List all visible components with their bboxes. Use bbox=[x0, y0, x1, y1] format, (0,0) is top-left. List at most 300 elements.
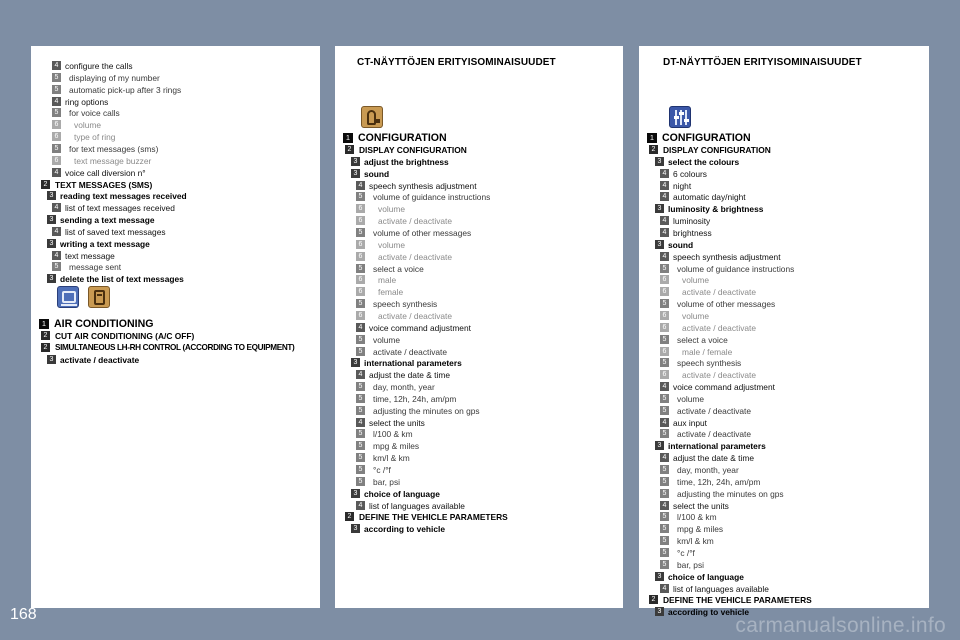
menu-item-label: night bbox=[673, 180, 692, 191]
menu-item-label: adjust the date & time bbox=[369, 370, 451, 381]
menu-item-label: CUT AIR CONDITIONING (A/C OFF) bbox=[55, 331, 195, 342]
menu-item-level-5 bbox=[639, 523, 929, 535]
level-6-badge: 6 bbox=[356, 216, 365, 225]
menu-item-label: TEXT MESSAGES (SMS) bbox=[55, 179, 153, 190]
level-6-badge: 6 bbox=[660, 275, 669, 284]
menu-item-level-3 bbox=[31, 190, 320, 202]
level-2-badge: 2 bbox=[41, 343, 50, 352]
panel-dt-display bbox=[639, 46, 929, 618]
level-5-badge: 5 bbox=[356, 192, 365, 201]
level-5-badge: 5 bbox=[52, 144, 61, 153]
menu-item-level-5 bbox=[335, 381, 623, 393]
level-5-badge: 5 bbox=[660, 548, 669, 557]
panel-title: DT-NÄYTTÖJEN ERITYISOMINAISUUDET bbox=[663, 57, 862, 68]
menu-item-label: volume bbox=[682, 275, 709, 286]
level-2-badge: 2 bbox=[41, 180, 50, 189]
menu-item-level-3 bbox=[31, 354, 320, 366]
menu-item-label: volume bbox=[373, 334, 400, 345]
menu-item-level-3 bbox=[335, 488, 623, 500]
menu-item-label: day, month, year bbox=[677, 465, 739, 475]
menu-item-level-5 bbox=[639, 535, 929, 547]
menu-item-level-5 bbox=[639, 559, 929, 571]
menu-item-label: choice of language bbox=[668, 571, 744, 582]
menu-item-label: female bbox=[378, 287, 404, 298]
menu-item-level-4 bbox=[31, 250, 320, 262]
level-5-badge: 5 bbox=[356, 394, 365, 403]
menu-item-level-2 bbox=[31, 330, 320, 342]
level-4-badge: 4 bbox=[660, 382, 669, 391]
menu-item-label: speech synthesis bbox=[677, 358, 742, 369]
menu-item-level-2 bbox=[335, 144, 623, 156]
level-4-badge: 4 bbox=[660, 453, 669, 462]
level-4-badge: 4 bbox=[52, 251, 61, 260]
level-2-badge: 2 bbox=[345, 145, 354, 154]
menu-item-level-2 bbox=[639, 594, 929, 606]
menu-item-label: type of ring bbox=[74, 132, 116, 143]
menu-item-label: activate / deactivate bbox=[378, 251, 453, 262]
menu-item-label: adjusting the minutes on gps bbox=[373, 405, 480, 416]
level-4-badge: 4 bbox=[660, 216, 669, 225]
watermark: carmanualsonline.info bbox=[735, 614, 946, 637]
level-5-badge: 5 bbox=[356, 406, 365, 415]
menu-item-label: activate / deactivate bbox=[677, 429, 752, 440]
level-6-badge: 6 bbox=[52, 132, 61, 141]
menu-item-label: volume of other messages bbox=[373, 228, 472, 238]
menu-item-level-5 bbox=[335, 405, 623, 417]
level-3-badge: 3 bbox=[351, 489, 360, 498]
menu-item-level-4 bbox=[639, 168, 929, 180]
level-3-badge: 3 bbox=[351, 157, 360, 166]
level-4-badge: 4 bbox=[356, 181, 365, 190]
menu-item-level-6 bbox=[31, 155, 320, 167]
level-4-badge: 4 bbox=[660, 252, 669, 261]
menu-item-label: select a voice bbox=[677, 334, 728, 345]
menu-item-level-4 bbox=[31, 167, 320, 179]
level-6-badge: 6 bbox=[660, 323, 669, 332]
menu-item-label: voice command adjustment bbox=[673, 382, 775, 393]
level-6-badge: 6 bbox=[356, 240, 365, 249]
menu-item-label: automatic day/night bbox=[673, 192, 746, 203]
level-4-badge: 4 bbox=[52, 203, 61, 212]
menu-item-label: CONFIGURATION bbox=[662, 132, 751, 144]
level-5-badge: 5 bbox=[660, 465, 669, 474]
menu-item-label: °c /°f bbox=[677, 547, 695, 558]
menu-item-label: time, 12h, 24h, am/pm bbox=[373, 393, 457, 404]
menu-item-level-4 bbox=[639, 452, 929, 464]
menu-item-level-4 bbox=[335, 322, 623, 334]
menu-item-level-5 bbox=[335, 298, 623, 310]
menu-item-label: male / female bbox=[682, 346, 733, 357]
menu-item-label: activate / deactivate bbox=[682, 322, 757, 333]
level-3-badge: 3 bbox=[655, 240, 664, 249]
level-5-badge: 5 bbox=[52, 262, 61, 271]
menu-item-level-6 bbox=[639, 286, 929, 298]
air-conditioning-unit-icon bbox=[88, 286, 110, 308]
level-2-badge: 2 bbox=[649, 145, 658, 154]
level-5-badge: 5 bbox=[660, 489, 669, 498]
menu-item-label: list of text messages received bbox=[65, 203, 175, 214]
level-6-badge: 6 bbox=[660, 287, 669, 296]
menu-item-level-5 bbox=[639, 393, 929, 405]
menu-item-label: DISPLAY CONFIGURATION bbox=[359, 145, 467, 156]
menu-item-label: volume bbox=[677, 393, 704, 404]
level-5-badge: 5 bbox=[660, 299, 669, 308]
menu-item-level-3 bbox=[335, 168, 623, 180]
air-conditioning-screen-icon bbox=[57, 286, 79, 308]
menu-item-label: activate / deactivate bbox=[677, 405, 752, 416]
page-number: 168 bbox=[10, 606, 37, 623]
level-5-badge: 5 bbox=[660, 406, 669, 415]
menu-item-label: male bbox=[378, 275, 397, 286]
menu-item-level-5 bbox=[639, 476, 929, 488]
level-3-badge: 3 bbox=[351, 169, 360, 178]
menu-item-label: mpg & miles bbox=[373, 441, 420, 452]
panel-title: CT-NÄYTTÖJEN ERITYISOMINAISUUDET bbox=[357, 57, 556, 68]
menu-item-level-4 bbox=[31, 60, 320, 72]
level-4-badge: 4 bbox=[356, 501, 365, 510]
level-3-badge: 3 bbox=[47, 355, 56, 364]
menu-item-level-5 bbox=[639, 488, 929, 500]
menu-item-level-6 bbox=[639, 274, 929, 286]
level-3-badge: 3 bbox=[655, 157, 664, 166]
level-5-badge: 5 bbox=[356, 453, 365, 462]
menu-item-label: for voice calls bbox=[69, 108, 120, 119]
menu-item-level-5 bbox=[335, 428, 623, 440]
menu-item-label: volume bbox=[682, 310, 709, 321]
menu-item-label: °c /°f bbox=[373, 465, 391, 475]
level-4-badge: 4 bbox=[52, 97, 61, 106]
menu-item-level-5 bbox=[31, 261, 320, 273]
menu-item-level-5 bbox=[639, 547, 929, 559]
menu-item-level-5 bbox=[639, 405, 929, 417]
menu-item-label: bar, psi bbox=[373, 476, 401, 487]
menu-item-label: activate / deactivate bbox=[682, 287, 757, 298]
menu-item-label: activate / deactivate bbox=[373, 346, 448, 357]
menu-item-label: voice call diversion n° bbox=[65, 167, 146, 178]
menu-item-level-6 bbox=[639, 322, 929, 334]
seat-settings-icon bbox=[361, 106, 383, 128]
menu-item-label: speech synthesis bbox=[373, 299, 438, 310]
menu-item-level-5 bbox=[31, 72, 320, 84]
level-5-badge: 5 bbox=[660, 394, 669, 403]
menu-item-label: speech synthesis adjustment bbox=[673, 251, 781, 262]
menu-item-label: DEFINE THE VEHICLE PARAMETERS bbox=[359, 512, 508, 523]
level-4-badge: 4 bbox=[356, 418, 365, 427]
menu-item-level-4 bbox=[639, 381, 929, 393]
menu-item-label: ring options bbox=[65, 96, 109, 107]
menu-item-level-4 bbox=[639, 180, 929, 192]
level-4-badge: 4 bbox=[660, 181, 669, 190]
menu-item-level-6 bbox=[639, 369, 929, 381]
menu-item-level-1 bbox=[31, 318, 320, 330]
menu-item-label: activate / deactivate bbox=[60, 354, 140, 365]
menu-item-level-5 bbox=[639, 357, 929, 369]
menu-item-label: configure the calls bbox=[65, 61, 133, 71]
menu-item-level-3 bbox=[335, 156, 623, 168]
menu-item-level-6 bbox=[335, 286, 623, 298]
level-3-badge: 3 bbox=[47, 274, 56, 283]
menu-item-label: sound bbox=[364, 168, 390, 179]
menu-item-label: text message buzzer bbox=[74, 155, 152, 166]
menu-item-level-3 bbox=[639, 156, 929, 168]
menu-item-level-4 bbox=[639, 191, 929, 203]
menu-item-level-6 bbox=[31, 119, 320, 131]
menu-item-level-5 bbox=[639, 334, 929, 346]
menu-item-level-1 bbox=[335, 132, 623, 144]
panel-ct-display bbox=[335, 46, 623, 608]
menu-item-label: l/100 & km bbox=[677, 512, 717, 523]
level-5-badge: 5 bbox=[52, 73, 61, 82]
level-5-badge: 5 bbox=[660, 560, 669, 569]
menu-item-level-2 bbox=[639, 144, 929, 156]
menu-item-label: day, month, year bbox=[373, 382, 435, 393]
level-6-badge: 6 bbox=[356, 287, 365, 296]
menu-item-level-5 bbox=[31, 107, 320, 119]
menu-item-label: according to vehicle bbox=[668, 607, 749, 618]
level-5-badge: 5 bbox=[356, 228, 365, 237]
level-4-badge: 4 bbox=[52, 61, 61, 70]
level-5-badge: 5 bbox=[356, 441, 365, 450]
menu-item-label: adjust the brightness bbox=[364, 156, 449, 167]
menu-item-level-5 bbox=[639, 298, 929, 310]
level-3-badge: 3 bbox=[655, 204, 664, 213]
menu-item-level-5 bbox=[335, 464, 623, 476]
level-3-badge: 3 bbox=[655, 607, 664, 616]
menu-item-level-5 bbox=[335, 452, 623, 464]
menu-item-label: SIMULTANEOUS LH-RH CONTROL (ACCORDING TO EQUIPMENT) bbox=[55, 343, 295, 353]
level-5-badge: 5 bbox=[52, 108, 61, 117]
level-6-badge: 6 bbox=[356, 252, 365, 261]
menu-item-level-2 bbox=[31, 342, 320, 354]
menu-item-label: automatic pick-up after 3 rings bbox=[69, 84, 182, 95]
level-4-badge: 4 bbox=[660, 584, 669, 593]
menu-item-level-5 bbox=[31, 143, 320, 155]
menu-item-level-3 bbox=[31, 238, 320, 250]
menu-item-level-4 bbox=[639, 583, 929, 595]
level-3-badge: 3 bbox=[351, 358, 360, 367]
menu-item-label: list of saved text messages bbox=[65, 226, 166, 237]
menu-item-level-4 bbox=[31, 202, 320, 214]
level-5-badge: 5 bbox=[660, 524, 669, 533]
level-2-badge: 2 bbox=[345, 512, 354, 521]
level-4-badge: 4 bbox=[660, 228, 669, 237]
menu-item-level-6 bbox=[639, 346, 929, 358]
menu-item-label: CONFIGURATION bbox=[358, 132, 447, 144]
level-5-badge: 5 bbox=[660, 536, 669, 545]
menu-item-level-2 bbox=[31, 179, 320, 191]
level-5-badge: 5 bbox=[356, 382, 365, 391]
menu-item-label: activate / deactivate bbox=[378, 310, 453, 321]
level-5-badge: 5 bbox=[356, 335, 365, 344]
menu-item-level-3 bbox=[639, 239, 929, 251]
menu-item-label: reading text messages received bbox=[60, 191, 187, 202]
menu-item-label: volume bbox=[378, 239, 405, 250]
level-3-badge: 3 bbox=[47, 215, 56, 224]
level-4-badge: 4 bbox=[660, 169, 669, 178]
menu-item-label: luminosity bbox=[673, 216, 711, 227]
menu-item-label: list of languages available bbox=[673, 583, 769, 594]
menu-item-level-3 bbox=[335, 357, 623, 369]
menu-item-label: volume of guidance instructions bbox=[373, 192, 491, 203]
menu-item-label: sound bbox=[668, 239, 694, 250]
menu-item-level-6 bbox=[335, 239, 623, 251]
menu-item-level-4 bbox=[31, 96, 320, 108]
menu-item-label: voice command adjustment bbox=[369, 322, 471, 333]
level-6-badge: 6 bbox=[52, 156, 61, 165]
menu-item-level-6 bbox=[335, 251, 623, 263]
menu-item-level-5 bbox=[335, 334, 623, 346]
menu-item-level-4 bbox=[639, 227, 929, 239]
menu-item-level-3 bbox=[639, 440, 929, 452]
level-6-badge: 6 bbox=[660, 347, 669, 356]
menu-item-label: volume of other messages bbox=[677, 299, 776, 310]
menu-item-level-3 bbox=[31, 214, 320, 226]
menu-item-label: list of languages available bbox=[369, 500, 465, 511]
menu-item-level-6 bbox=[639, 310, 929, 322]
menu-item-level-4 bbox=[335, 369, 623, 381]
menu-item-label: aux input bbox=[673, 417, 707, 428]
menu-item-level-4 bbox=[335, 417, 623, 429]
menu-item-label: brightness bbox=[673, 228, 712, 238]
menu-item-label: luminosity & brightness bbox=[668, 204, 764, 215]
level-6-badge: 6 bbox=[52, 120, 61, 129]
menu-item-label: DEFINE THE VEHICLE PARAMETERS bbox=[663, 595, 812, 606]
level-5-badge: 5 bbox=[660, 429, 669, 438]
level-6-badge: 6 bbox=[356, 311, 365, 320]
level-1-badge: 1 bbox=[343, 133, 353, 143]
menu-item-label: sending a text message bbox=[60, 215, 155, 226]
menu-item-label: writing a text message bbox=[60, 238, 150, 249]
menu-item-level-5 bbox=[335, 440, 623, 452]
level-3-badge: 3 bbox=[47, 191, 56, 200]
menu-item-label: DISPLAY CONFIGURATION bbox=[663, 145, 771, 156]
menu-item-label: km/l & km bbox=[373, 453, 410, 464]
level-6-badge: 6 bbox=[356, 275, 365, 284]
menu-item-level-4 bbox=[639, 500, 929, 512]
menu-item-label: 6 colours bbox=[673, 168, 707, 179]
menu-item-label: choice of language bbox=[364, 488, 440, 499]
menu-item-label: volume bbox=[74, 120, 101, 131]
level-4-badge: 4 bbox=[356, 370, 365, 379]
menu-item-level-5 bbox=[639, 428, 929, 440]
level-5-badge: 5 bbox=[660, 477, 669, 486]
menu-item-level-5 bbox=[335, 263, 623, 275]
menu-item-level-5 bbox=[335, 227, 623, 239]
menu-item-label: text message bbox=[65, 250, 115, 261]
level-6-badge: 6 bbox=[660, 370, 669, 379]
menu-item-level-5 bbox=[31, 84, 320, 96]
menu-item-label: international parameters bbox=[364, 358, 462, 369]
level-6-badge: 6 bbox=[660, 311, 669, 320]
level-5-badge: 5 bbox=[660, 358, 669, 367]
level-5-badge: 5 bbox=[660, 335, 669, 344]
menu-item-level-3 bbox=[31, 273, 320, 285]
menu-item-label: adjust the date & time bbox=[673, 453, 755, 464]
menu-item-level-4 bbox=[639, 417, 929, 429]
menu-item-level-3 bbox=[335, 523, 623, 535]
menu-item-level-5 bbox=[335, 393, 623, 405]
menu-item-level-3 bbox=[639, 571, 929, 583]
level-6-badge: 6 bbox=[356, 204, 365, 213]
level-5-badge: 5 bbox=[356, 347, 365, 356]
menu-item-label: time, 12h, 24h, am/pm bbox=[677, 476, 761, 487]
menu-item-label: mpg & miles bbox=[677, 524, 724, 535]
menu-item-label: select the units bbox=[369, 417, 425, 428]
menu-item-level-6 bbox=[335, 215, 623, 227]
menu-item-level-4 bbox=[335, 180, 623, 192]
menu-item-level-4 bbox=[31, 226, 320, 238]
menu-item-label: bar, psi bbox=[677, 559, 705, 570]
menu-item-level-4 bbox=[639, 251, 929, 263]
menu-item-label: adjusting the minutes on gps bbox=[677, 488, 784, 499]
menu-item-level-6 bbox=[31, 131, 320, 143]
menu-item-level-5 bbox=[639, 511, 929, 523]
level-1-badge: 1 bbox=[647, 133, 657, 143]
level-5-badge: 5 bbox=[660, 512, 669, 521]
menu-item-label: displaying of my number bbox=[69, 72, 160, 83]
level-4-badge: 4 bbox=[660, 418, 669, 427]
level-3-badge: 3 bbox=[351, 524, 360, 533]
menu-item-level-4 bbox=[639, 215, 929, 227]
level-5-badge: 5 bbox=[52, 85, 61, 94]
menu-item-level-5 bbox=[335, 476, 623, 488]
level-3-badge: 3 bbox=[655, 572, 664, 581]
menu-item-label: international parameters bbox=[668, 441, 766, 452]
level-5-badge: 5 bbox=[356, 465, 365, 474]
level-4-badge: 4 bbox=[356, 323, 365, 332]
menu-item-level-5 bbox=[335, 346, 623, 358]
menu-item-label: according to vehicle bbox=[364, 524, 445, 535]
level-3-badge: 3 bbox=[655, 441, 664, 450]
level-5-badge: 5 bbox=[660, 264, 669, 273]
level-5-badge: 5 bbox=[356, 299, 365, 308]
menu-item-level-6 bbox=[335, 274, 623, 286]
menu-item-level-3 bbox=[639, 203, 929, 215]
menu-item-label: select the units bbox=[673, 500, 729, 511]
menu-item-label: speech synthesis adjustment bbox=[369, 180, 477, 191]
menu-item-level-6 bbox=[335, 203, 623, 215]
menu-item-level-1 bbox=[639, 132, 929, 144]
level-5-badge: 5 bbox=[356, 477, 365, 486]
menu-item-label: volume of guidance instructions bbox=[677, 263, 795, 274]
menu-item-level-5 bbox=[335, 191, 623, 203]
equalizer-settings-icon bbox=[669, 106, 691, 128]
menu-item-level-6 bbox=[335, 310, 623, 322]
menu-item-label: km/l & km bbox=[677, 536, 714, 547]
level-4-badge: 4 bbox=[52, 168, 61, 177]
level-4-badge: 4 bbox=[660, 192, 669, 201]
menu-item-label: activate / deactivate bbox=[682, 370, 757, 381]
menu-item-label: delete the list of text messages bbox=[60, 274, 184, 285]
menu-item-label: select a voice bbox=[373, 263, 424, 274]
menu-item-label: for text messages (sms) bbox=[69, 143, 159, 154]
menu-item-label: volume bbox=[378, 204, 405, 215]
level-2-badge: 2 bbox=[41, 331, 50, 340]
menu-item-level-4 bbox=[335, 500, 623, 512]
level-2-badge: 2 bbox=[649, 595, 658, 604]
level-4-badge: 4 bbox=[52, 227, 61, 236]
level-1-badge: 1 bbox=[39, 319, 49, 329]
menu-item-level-5 bbox=[639, 263, 929, 275]
menu-item-label: message sent bbox=[69, 262, 122, 273]
menu-item-level-5 bbox=[639, 464, 929, 476]
level-3-badge: 3 bbox=[47, 239, 56, 248]
menu-item-level-2 bbox=[335, 511, 623, 523]
menu-item-label: activate / deactivate bbox=[378, 216, 453, 227]
menu-item-label: select the colours bbox=[668, 156, 740, 167]
level-4-badge: 4 bbox=[660, 501, 669, 510]
panel-left bbox=[31, 46, 320, 608]
